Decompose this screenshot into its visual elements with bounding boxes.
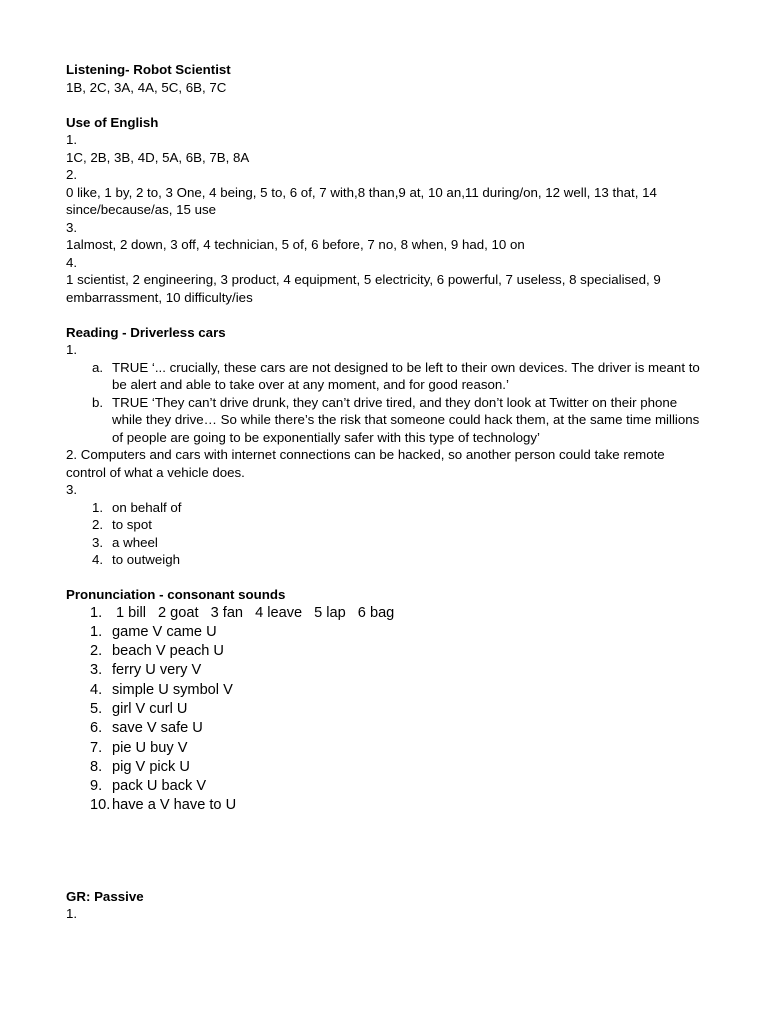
list-marker: a.: [92, 359, 104, 375]
uoe-number-3: 3.: [66, 219, 78, 235]
reading-answer-2: 2. Computers and cars with internet connections can be hacked, so another person could take remote control of what a vehicle does.: [66, 447, 665, 480]
list-item-text: simple U symbol V: [112, 681, 233, 698]
list-item: [66, 719, 706, 738]
use-of-english-heading: Use of English: [66, 114, 159, 130]
uoe-number-4: 4.: [66, 254, 78, 270]
list-marker: 3.: [92, 534, 104, 550]
list-marker: 3.: [90, 662, 103, 679]
list-item: [66, 623, 706, 642]
sound-word: 3 fan: [210, 604, 244, 621]
list-item-text: TRUE ‘They can’t drive drunk, they can’t drive tired, and they don’t look at Twitter on their phone while they drive… So while there’s the risk that someone could hack them, at the same time millions of people are going to be exponentially safer with this type of technology’: [112, 394, 700, 445]
list-item-text: TRUE ‘... crucially, these cars are not designed to be left to their own devices. The driver is meant to be alert and able to take over at any moment, and for good reason.’: [112, 359, 700, 392]
list-marker: 8.: [90, 758, 103, 775]
uoe-answers-2: 0 like, 1 by, 2 to, 3 One, 4 being, 5 to, 6 of, 7 with,8 than,9 at, 10 an,11 during/on, 12 well, 13 that, 14 since/because/as, 15 use: [66, 184, 657, 217]
sound-word: 1 bill: [116, 604, 147, 621]
list-item-text: beach V peach U: [112, 643, 224, 660]
list-item: [66, 394, 706, 447]
list-item-text: pig V pick U: [112, 758, 190, 775]
sound-word-row: [112, 604, 706, 623]
list-item-text: pack U back V: [112, 778, 207, 795]
reading-number-3: 3.: [66, 482, 78, 497]
grammar-number-1: 1.: [66, 906, 78, 922]
uoe-answers-3: 1almost, 2 down, 3 off, 4 technician, 5 of, 6 before, 7 no, 8 when, 9 had, 10 on: [66, 237, 525, 252]
reading-true-false-list: [66, 359, 706, 447]
sound-word: 4 leave: [255, 604, 303, 621]
list-marker: 1.: [90, 604, 103, 621]
list-item: [66, 604, 706, 623]
list-item: [66, 739, 706, 758]
uoe-number-2: 2.: [66, 167, 78, 182]
sound-word: 6 bag: [357, 604, 395, 621]
answer-key-document: [66, 61, 706, 923]
list-marker: 6.: [90, 720, 103, 737]
sound-word: 2 goat: [158, 604, 199, 621]
list-marker: 7.: [90, 739, 103, 756]
list-item: [66, 551, 706, 569]
list-item-text: a wheel: [112, 534, 158, 550]
uoe-answers-1: 1C, 2B, 3B, 4D, 5A, 6B, 7B, 8A: [66, 149, 250, 165]
uoe-number-1: 1.: [66, 132, 78, 147]
list-item-text: to spot: [112, 517, 152, 532]
list-marker: b.: [92, 394, 104, 410]
list-marker: 4.: [90, 681, 103, 698]
list-item-text: pie U buy V: [112, 739, 188, 756]
list-item-text: to outweigh: [112, 552, 181, 567]
pronunciation-heading: Pronunciation - consonant sounds: [66, 587, 286, 602]
reading-heading: Reading - Driverless cars: [66, 324, 226, 340]
list-item-text: girl V curl U: [112, 700, 188, 717]
list-item: [66, 516, 706, 534]
list-item: [66, 758, 706, 777]
list-marker: 4.: [92, 552, 104, 567]
list-marker: 1.: [90, 623, 103, 640]
sound-word: 5 lap: [314, 604, 346, 621]
pronunciation-list: [66, 604, 706, 816]
uoe-answers-4: 1 scientist, 2 engineering, 3 product, 4 equipment, 5 electricity, 6 powerful, 7 useless, 8 specialised, 9 embarrassment, 10 difficulty/ies: [66, 272, 661, 305]
list-item: [66, 661, 706, 680]
list-item-text: have a V have to U: [112, 797, 237, 814]
list-marker: 2.: [90, 643, 103, 660]
list-item-text: on behalf of: [112, 499, 182, 515]
list-marker: 2.: [92, 517, 104, 532]
list-item-text: ferry U very V: [112, 662, 202, 679]
list-marker: 1.: [92, 499, 104, 515]
list-item: [66, 796, 706, 815]
list-item: [66, 700, 706, 719]
list-item: [66, 777, 706, 796]
listening-heading: Listening- Robot Scientist: [66, 62, 231, 77]
list-item: [66, 642, 706, 661]
list-item-text: game V came U: [112, 623, 217, 640]
listening-answers: 1B, 2C, 3A, 4A, 5C, 6B, 7C: [66, 79, 227, 95]
list-item: [66, 499, 706, 517]
reading-vocab-list: [66, 499, 706, 569]
list-item: [66, 534, 706, 552]
list-marker: 5.: [90, 700, 103, 717]
list-item: [66, 681, 706, 700]
reading-number-1: 1.: [66, 342, 78, 357]
grammar-heading: GR: Passive: [66, 888, 144, 904]
list-marker: 9.: [90, 778, 103, 795]
list-item: [66, 359, 706, 394]
list-item-text: save V safe U: [112, 720, 203, 737]
list-marker: 10.: [90, 797, 111, 814]
